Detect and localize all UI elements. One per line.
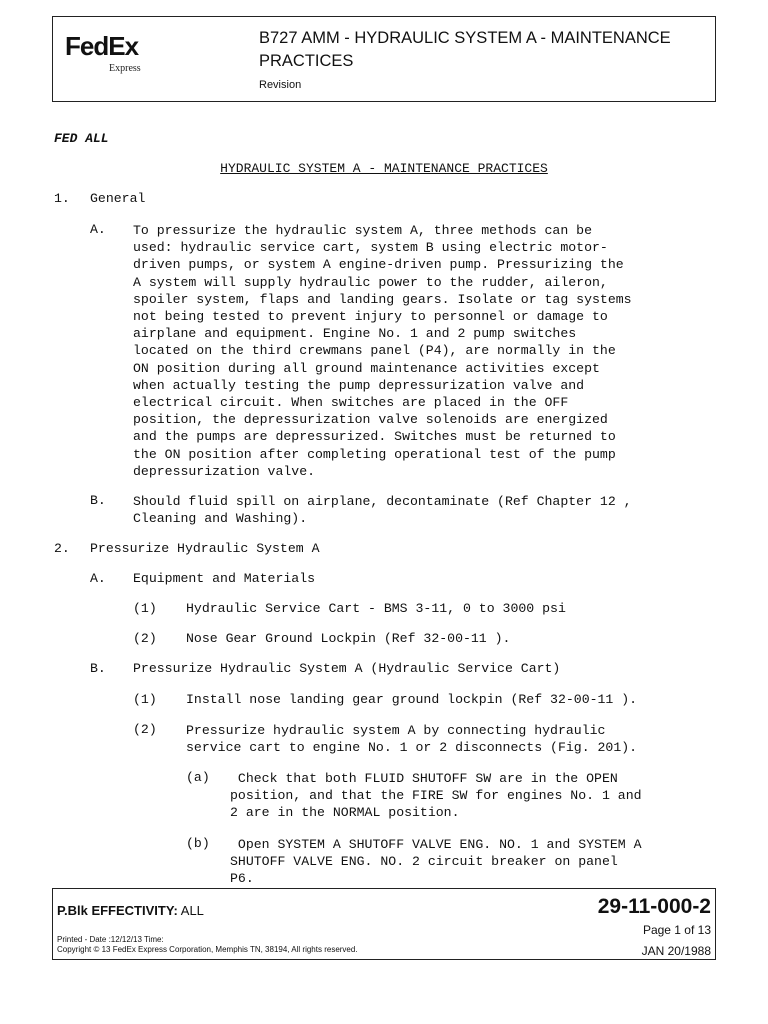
section-2b-letter: B. bbox=[90, 661, 106, 676]
effectivity-value: ALL bbox=[180, 903, 204, 918]
text-line: when actually testing the pump depressurization valve and bbox=[133, 377, 585, 393]
text-line: position, the depressurization valve solenoids are energized bbox=[133, 412, 608, 428]
text-line: airplane and equipment. Engine No. 1 and 2 pump switches bbox=[133, 326, 577, 342]
section-1a-letter: A. bbox=[90, 222, 106, 237]
text-line: and the pumps are depressurized. Switches must be returned to bbox=[133, 429, 616, 445]
item-2a2-number: (2) bbox=[133, 631, 157, 646]
text-line: position, and that the FIRE SW for engines No. 1 and bbox=[230, 788, 642, 804]
section-1-number: 1. bbox=[54, 191, 70, 206]
text-line: P6. bbox=[230, 871, 254, 887]
text-line: To pressurize the hydraulic system A, three methods can be bbox=[133, 223, 592, 238]
effectivity bbox=[57, 903, 204, 918]
item-2b2-number: (2) bbox=[133, 722, 157, 737]
text-line: used: hydraulic service cart, system B using electric motor- bbox=[133, 240, 608, 256]
page-title: B727 AMM - HYDRAULIC SYSTEM A - MAINTENANCE PRACTICES bbox=[259, 29, 671, 70]
effectivity-label: P.Blk EFFECTIVITY: bbox=[57, 903, 178, 918]
item-2a1-text: Hydraulic Service Cart - BMS 3-11, 0 to 3000 psi bbox=[186, 601, 566, 616]
section-2-number: 2. bbox=[54, 541, 70, 556]
text-line: electrical circuit. When switches are placed in the OFF bbox=[133, 395, 569, 410]
section-2a-letter: A. bbox=[90, 571, 106, 586]
section-2a-title: Equipment and Materials bbox=[133, 571, 316, 586]
item-2b2a-number: (a) bbox=[186, 770, 210, 785]
text-line: Pressurize hydraulic system A by connecting hydraulic bbox=[186, 723, 606, 738]
item-2a2-text: Nose Gear Ground Lockpin (Ref 32-00-11 ). bbox=[186, 631, 511, 646]
text-line: ON position during all ground maintenance activities except bbox=[133, 360, 600, 376]
text-line: depressurization valve. bbox=[133, 463, 316, 479]
section-2b-title: Pressurize Hydraulic System A (Hydraulic Service Cart) bbox=[133, 661, 561, 676]
document-title: HYDRAULIC SYSTEM A - MAINTENANCE PRACTICES bbox=[220, 161, 548, 176]
section-2-title: Pressurize Hydraulic System A bbox=[90, 541, 320, 556]
item-2b1-number: (1) bbox=[133, 692, 157, 707]
text-line: A system will supply hydraulic power to the rudder, aileron, bbox=[133, 274, 608, 290]
section-1b-letter: B. bbox=[90, 493, 106, 508]
page-number: Page 1 of 13 bbox=[642, 923, 711, 937]
printed-date: Printed - Date :12/12/13 Time: bbox=[57, 935, 164, 944]
document-number: 29-11-000-2 bbox=[597, 895, 711, 918]
text-line: the ON position after completing operational test of the pump bbox=[133, 446, 616, 462]
text-line: Open SYSTEM A SHUTOFF VALVE ENG. NO. 1 and SYSTEM A bbox=[230, 837, 642, 852]
item-2a1-number: (1) bbox=[133, 601, 157, 616]
text-line: 2 are in the NORMAL position. bbox=[230, 805, 460, 821]
fedex-logo bbox=[65, 31, 155, 87]
text-line: Should fluid spill on airplane, decontaminate (Ref Chapter 12 , bbox=[133, 494, 632, 509]
logo-express: Express bbox=[109, 63, 141, 74]
copyright-text: Copyright © 13 FedEx Express Corporation, Memphis TN, 38194, All rights reserved. bbox=[57, 945, 358, 954]
text-line: spoiler system, flaps and landing gears. Isolate or tag systems bbox=[133, 291, 632, 307]
text-line: Cleaning and Washing). bbox=[133, 511, 308, 527]
logo-ex: Ex bbox=[108, 31, 139, 61]
fed-all-label: FED ALL bbox=[54, 131, 109, 146]
revision-date: JAN 20/1988 bbox=[641, 944, 711, 958]
item-2b2b-number: (b) bbox=[186, 836, 210, 851]
section-1-title: General bbox=[90, 191, 146, 206]
text-line: Check that both FLUID SHUTOFF SW are in the OPEN bbox=[230, 771, 618, 786]
page-footer bbox=[52, 888, 716, 960]
text-line: not being tested to prevent injury to personnel or damage to bbox=[133, 309, 608, 324]
text-line: service cart to engine No. 1 or 2 disconnects (Fig. 201). bbox=[186, 740, 638, 756]
logo-fed: Fed bbox=[65, 31, 109, 61]
text-line: located on the third crewmans panel (P4), are normally in the bbox=[133, 343, 616, 359]
text-line: driven pumps, or system A engine-driven pump. Pressurizing the bbox=[133, 257, 624, 273]
item-2b1-text: Install nose landing gear ground lockpin (Ref 32-00-11 ). bbox=[186, 692, 638, 707]
revision-label: Revision bbox=[259, 79, 302, 91]
page-header bbox=[52, 16, 716, 102]
text-line: SHUTOFF VALVE ENG. NO. 2 circuit breaker on panel bbox=[230, 854, 618, 870]
